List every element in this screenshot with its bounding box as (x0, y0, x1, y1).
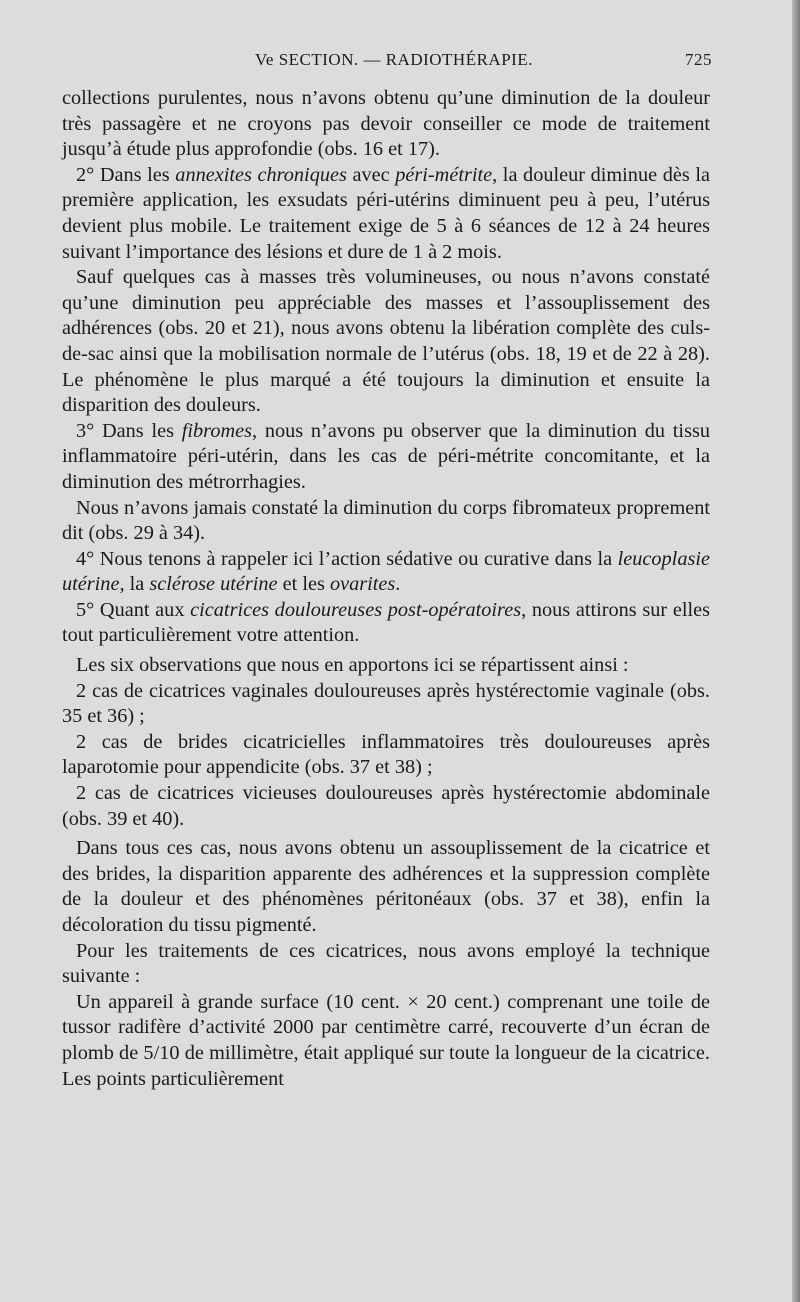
paragraph: Sauf quelques cas à masses très volumineuses, ou nous n’avons constaté qu’une diminution peu appréciable des masses et l’assouplissement des adhérences (obs. 20 et 21), nous avons obtenu la libération complète des culs-de-sac ainsi que la mobilisation normale de l’utérus (obs. 18, 19 et de 22 à 28). Le phénomène le plus marqué a été toujours la diminution et ensuite la disparition des douleurs. (62, 266, 710, 417)
paragraph: collections purulentes, nous n’avons obtenu qu’une diminution de la douleur très passagère et ne croyons pas devoir conseiller ce mode de traitement jusqu’à étude plus approfondie (obs. 16 et 17). (62, 87, 710, 161)
paragraph: 4° Nous tenons à rappeler ici l’action sédative ou curative dans la leucoplasie utérine, la sclérose utérine et les ovarites. (62, 547, 710, 596)
paragraph: Dans tous ces cas, nous avons obtenu un assouplissement de la cicatrice et des brides, la disparition apparente des adhérences et la suppression complète de la douleur et des phénomènes péritonéaux (obs. 37 et 38), enfin la décoloration du tissu pigmenté. (62, 837, 710, 936)
paragraph: Les six observations que nous en apportons ici se répartissent ainsi : (76, 654, 629, 677)
paragraph: Un appareil à grande surface (10 cent. × 20 cent.) comprenant une toile de tussor radifère d’activité 2000 par centimètre carré, recouverte d’un écran de plomb de 5/10 de millimètre, était appliqué sur toute la longueur de la cicatrice. Les points particulièrement (62, 990, 710, 1090)
section-title: Ve SECTION. — RADIOTHÉRAPIE. (255, 50, 533, 69)
body-text (62, 86, 710, 1092)
paragraph: 2° Dans les annexites chroniques avec péri-métrite, la douleur diminue dès la première application, les exsudats péri-utérins diminuent peu à peu, l’utérus devient plus mobile. Le traitement exige de 5 à 6 séances de 12 à 24 heures suivant l’importance des lésions et dure de 1 à 2 mois. (62, 163, 710, 263)
page-number: 725 (685, 50, 712, 69)
page-edge (792, 0, 800, 1302)
list-item: 2 cas de cicatrices vicieuses douloureuses après hystérectomie abdominale (obs. 39 et 40). (62, 782, 710, 830)
paragraph: 3° Dans les fibromes, nous n’avons pu observer que la diminution du tissu inflammatoire péri-utérin, dans les cas de péri-métrite concomitante, et la diminution des métrorrhagies. (62, 419, 710, 493)
paragraph: Nous n’avons jamais constaté la diminution du corps fibromateux proprement dit (obs. 29 à 34). (62, 496, 710, 545)
running-header (62, 50, 712, 76)
paragraph: 5° Quant aux cicatrices douloureuses post-opératoires, nous attirons sur elles tout particulièrement votre attention. (62, 598, 710, 647)
list-item: 2 cas de brides cicatricielles inflammatoires très douloureuses après laparotomie pour appendicite (obs. 37 et 38) ; (62, 730, 710, 779)
paragraph: Pour les traitements de ces cicatrices, nous avons employé la technique suivante : (62, 939, 710, 988)
list-item: 2 cas de cicatrices vaginales douloureuses après hystérectomie vaginale (obs. 35 et 36) ; (62, 679, 710, 728)
